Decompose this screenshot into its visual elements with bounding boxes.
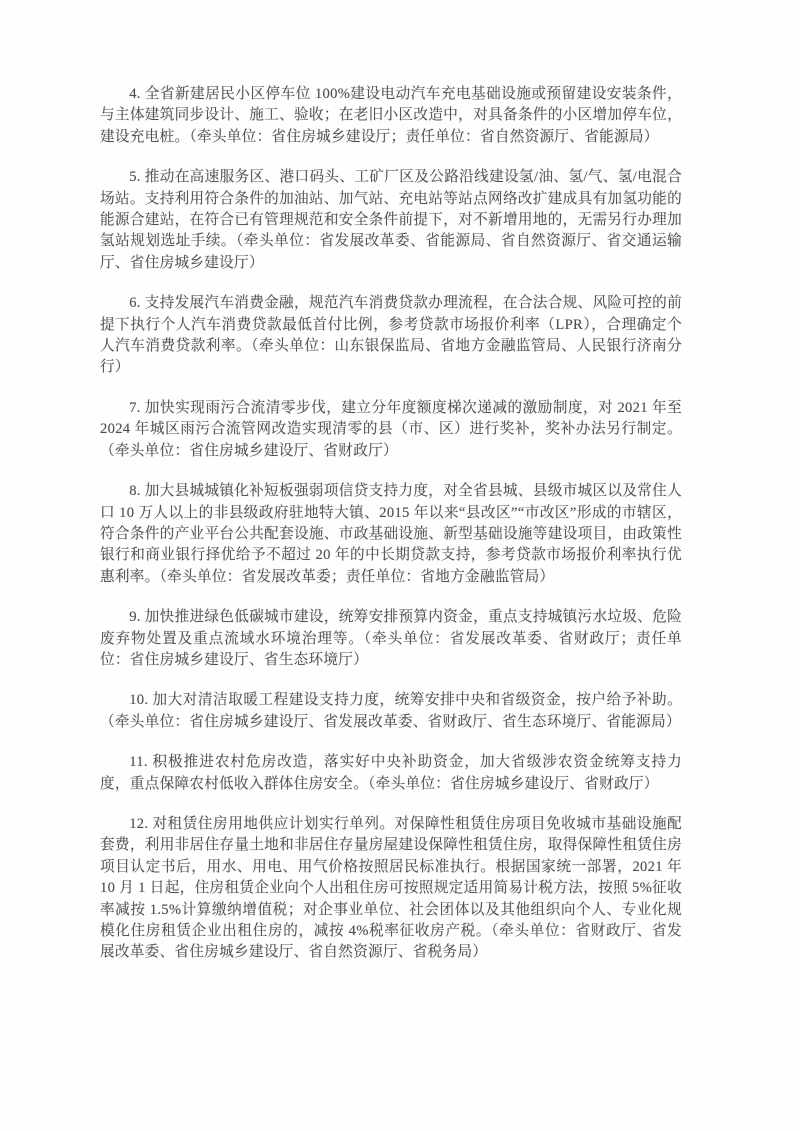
paragraph-6: 6. 支持发展汽车消费金融，规范汽车消费贷款办理流程，在合法合规、风险可控的前提下执行个人汽车消费贷款最低首付比例，参考贷款市场报价利率（LPR），合理确定个人汽车消费贷款利率。（牵头单位：山东银保监局、省地方金融监管局、人民银行济南分行） [100,295,682,376]
paragraph-7: 7. 加快实现雨污合流清零步伐，建立分年度额度梯次递减的激励制度，对 2021 年至 2024 年城区雨污合流管网改造实现清零的县（市、区）进行奖补，奖补办法另行制定。（牵头单位：省住房城乡建设厅、省财政厅） [100,399,682,459]
paragraph-8: 8. 加大县城城镇化补短板强弱项信贷支持力度，对全省县城、县级市城区以及常住人口 10 万人以上的非县级政府驻地特大镇、2015 年以来“县改区”“市改区”形成的市辖区，符合条件的产业平台公共配套设施、市政基础设施、新型基础设施等建设项目，由政策性银行和商业银行择优给予不超过 20 年的中长期贷款支持，参考贷款市场报价利率执行优惠利率。（牵头单位：省发展改革委；责任单位：省地方金融监管局） [100,483,682,585]
document-body [100,84,682,983]
paragraph-5: 5. 推动在高速服务区、港口码头、工矿厂区及公路沿线建设氢/油、氢/气、氢/电混合场站。支持利用符合条件的加油站、加气站、充电站等站点网络改扩建成具有加氢功能的能源合建站，在符合已有管理规范和安全条件前提下，对不新增用地的，无需另行办理加氢站规划选址手续。（牵头单位：省发展改革委、省能源局、省自然资源厅、省交通运输厅、省住房城乡建设厅） [100,169,682,271]
paragraph-4: 4. 全省新建居民小区停车位 100%建设电动汽车充电基础设施或预留建设安装条件，与主体建筑同步设计、施工、验收；在老旧小区改造中，对具备条件的小区增加停车位，建设充电桩。（牵头单位：省住房城乡建设厅；责任单位：省自然资源厅、省能源局） [100,86,682,145]
paragraph-9: 9. 加快推进绿色低碳城市建设，统筹安排预算内资金，重点支持城镇污水垃圾、危险废弃物处置及重点流域水环境治理等。（牵头单位：省发展改革委、省财政厅；责任单位：省住房城乡建设厅、省生态环境厅） [100,609,682,668]
paragraph-10: 10. 加大对清洁取暖工程建设支持力度，统筹安排中央和省级资金，按户给予补助。（牵头单位：省住房城乡建设厅、省发展改革委、省财政厅、省生态环境厅、省能源局） [100,692,682,730]
paragraph-12: 12. 对租赁住房用地供应计划实行单列。对保障性租赁住房项目免收城市基础设施配套费，利用非居住存量土地和非居住存量房屋建设保障性租赁住房，取得保障性租赁住房项目认定书后，用水、用电、用气价格按照居民标准执行。根据国家统一部署，2021 年 10 月 1 日起，住房租赁企业向个人出租住房可按照规定适用简易计税方法，按照 5%征收率减按 1.5%计算缴纳增值税；对企事业单位、社会团体以及其他组织向个人、专业化规模化住房租赁企业出租住房的，减按 4%税率征收房产税。（牵头单位：省财政厅、省发展改革委、省住房城乡建设厅、省自然资源厅、省税务局） [100,815,682,961]
paragraph-11: 11. 积极推进农村危房改造，落实好中央补助资金，加大省级涉农资金统筹支持力度，重点保障农村低收入群体住房安全。（牵头单位：省住房城乡建设厅、省财政厅） [100,754,682,792]
